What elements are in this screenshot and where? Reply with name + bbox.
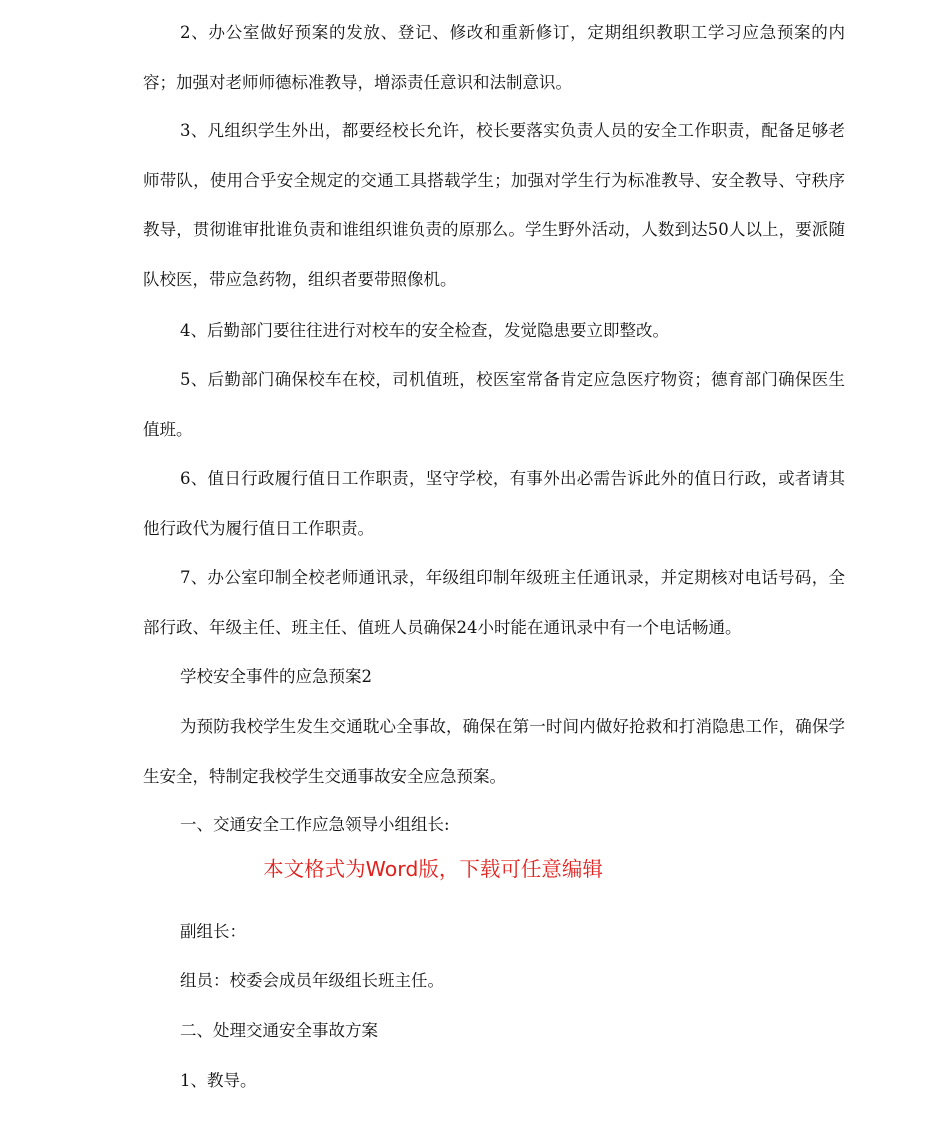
leadership-group-heading: 一、交通安全工作应急领导小组组长: bbox=[180, 815, 450, 834]
paragraph-item-5: 5、后勤部门确保校车在校，司机值班，校医室常备肯定应急医疗物资；德育部门确保医生值班。 bbox=[143, 370, 845, 439]
paragraph-item-3: 3、凡组织学生外出，都要经校长允许，校长要落实负责人员的安全工作职责，配备足够老师带队，使用合乎安全规定的交通工具搭载学生；加强对学生行为标准教导、安全教导、守秩序教导，贯彻谁审批谁负责和谁组织谁负责的原那么。学生野外活动，人数到达50人以上，要派随队校医，带应急药物，组织者要带照像机。 bbox=[143, 121, 845, 289]
paragraph-item-4: 4、后勤部门要往往进行对校车的安全检查，发觉隐患要立即整改。 bbox=[180, 321, 669, 340]
paragraph-item-2: 2、办公室做好预案的发放、登记、修改和重新修订，定期组织教职工学习应急预案的内容；加强对老师师德标准教导，增添责任意识和法制意识。 bbox=[143, 23, 845, 92]
paragraph-item-6: 6、值日行政履行值日工作职责，坚守学校，有事外出必需告诉此外的值日行政，或者请其他行政代为履行值日工作职责。 bbox=[143, 469, 845, 538]
word-format-banner: 本文格式为Word版，下载可任意编辑 bbox=[263, 857, 603, 881]
education-item: 1、教导。 bbox=[180, 1071, 257, 1090]
handling-plan-heading: 二、处理交通安全事故方案 bbox=[180, 1021, 378, 1040]
members-line: 组员：校委会成员年级组长班主任。 bbox=[180, 971, 444, 990]
intro-paragraph: 为预防我校学生发生交通耽心全事故，确保在第一时间内做好抢救和打消隐患工作，确保学生安全，特制定我校学生交通事故安全应急预案。 bbox=[143, 717, 845, 786]
section-heading: 学校安全事件的应急预案2 bbox=[180, 667, 372, 686]
paragraph-item-7: 7、办公室印制全校老师通讯录，年级组印制年级班主任通讯录，并定期核对电话号码，全部行政、年级主任、班主任、值班人员确保24小时能在通讯录中有一个电话畅通。 bbox=[143, 568, 845, 637]
deputy-leader-line: 副组长： bbox=[180, 922, 246, 941]
